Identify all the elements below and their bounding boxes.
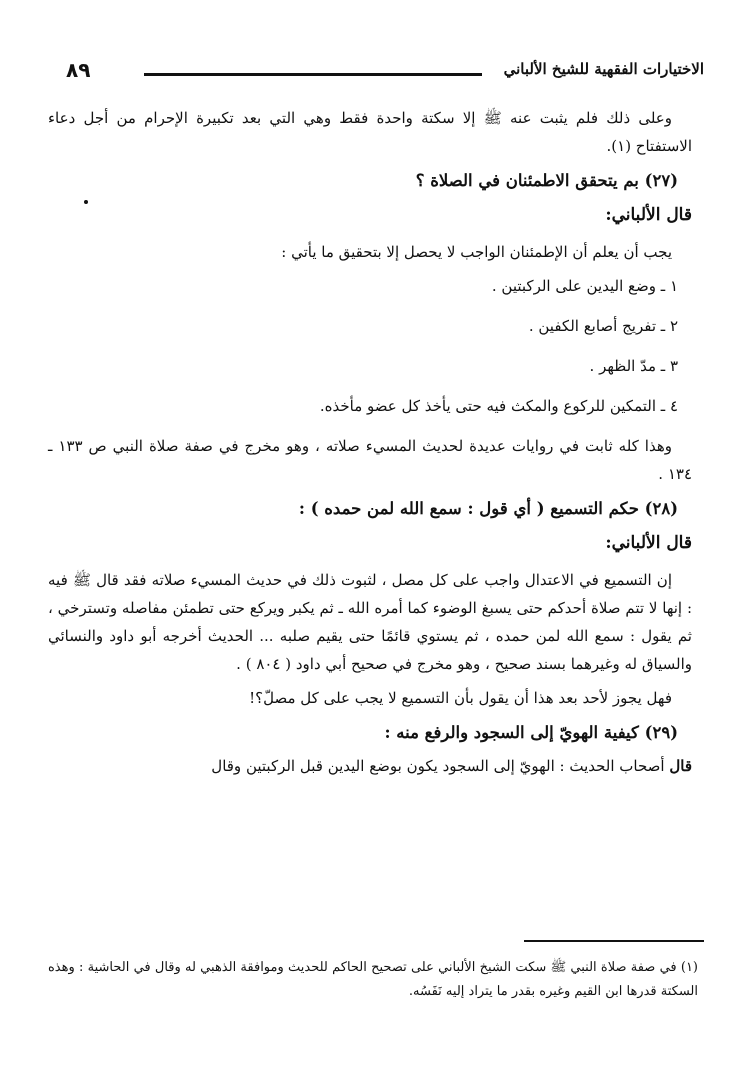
list-item: ٢ ـ تفريج أصابع الكفين . xyxy=(528,317,678,335)
footnote: (١) في صفة صلاة النبي ﷺ سكت الشيخ الألباني على تصحيح الحاكم للحديث وموافقة الذهبي له وقال في الحاشية : وهذه السكتة قدرها ابن القيم وغيره بقدر ما يتراد إليه نَفَسُه. xyxy=(48,960,698,999)
page-body xyxy=(48,104,692,786)
paragraph-hadith-people xyxy=(48,752,692,780)
paragraph-tranquility: يجب أن يعلم أن الإطمئنان الواجب لا يحصل إلا بتحقيق ما يأتي : xyxy=(281,243,672,261)
said-rest: أصحاب الحديث : الهويّ إلى السجود يكون بوضع اليدين قبل الركبتين وقال xyxy=(211,757,670,775)
said-albani-2: قال الألباني: xyxy=(605,533,692,553)
paragraph-evidence: وهذا كله ثابت في روايات عديدة لحديث المسيء صلاته ، وهو مخرج في صفة صلاة النبي ص ١٣٣ ـ ١٣٤ . xyxy=(48,437,692,483)
question-28-heading: (٢٨) حكم التسميع ( أي قول : سمع الله لمن حمده ) : xyxy=(298,499,678,518)
said-albani-1: قال الألباني: xyxy=(605,205,692,225)
paragraph-question: فهل يجوز لأحد بعد هذا أن يقول بأن التسميع لا يجب على كل مصلّ؟! xyxy=(249,689,672,707)
paragraph-tasmee: إن التسميع في الاعتدال واجب على كل مصل ، لثبوت ذلك في حديث المسيء صلاته فقد قال ﷺ فيه : إنها لا تتم صلاة أحدكم حتى يسبغ الوضوء كما أمره الله ـ ثم يكبر ويركع حتى تطمئن مفاصله وتسترخي ، ثم يقول : سمع الله لمن حمده ، ثم يستوي قائمًا حتى يقيم صلبه ... الحديث أخرجه أبو داود والنسائي والسياق له وغيرهما بسند صحيح ، وهو مخرج في صحيح أبي داود ( ٨٠٤ ) . xyxy=(48,571,692,673)
header-rule xyxy=(144,73,482,76)
list-item: ٣ ـ مدّ الظهر . xyxy=(589,357,678,375)
said-lead: قال xyxy=(669,757,692,775)
running-header xyxy=(48,58,704,92)
running-head-title: الاختيارات الفقهية للشيخ الألباني xyxy=(503,60,704,78)
question-29-heading: (٢٩) كيفية الهويّ إلى السجود والرفع منه : xyxy=(384,723,678,742)
list-item: ١ ـ وضع اليدين على الركبتين . xyxy=(491,277,678,295)
footnote-rule xyxy=(524,940,704,942)
page-number: ٨٩ xyxy=(66,58,91,82)
list-item: ٤ ـ التمكين للركوع والمكث فيه حتى يأخذ كل عضو مأخذه. xyxy=(319,397,678,415)
question-27-heading: (٢٧) بم يتحقق الاطمئنان في الصلاة ؟ xyxy=(415,171,678,190)
paragraph-silence: وعلى ذلك فلم يثبت عنه ﷺ إلا سكتة واحدة فقط وهي التي بعد تكبيرة الإحرام من أجل دعاء الاستفتاح (١). xyxy=(48,109,692,155)
